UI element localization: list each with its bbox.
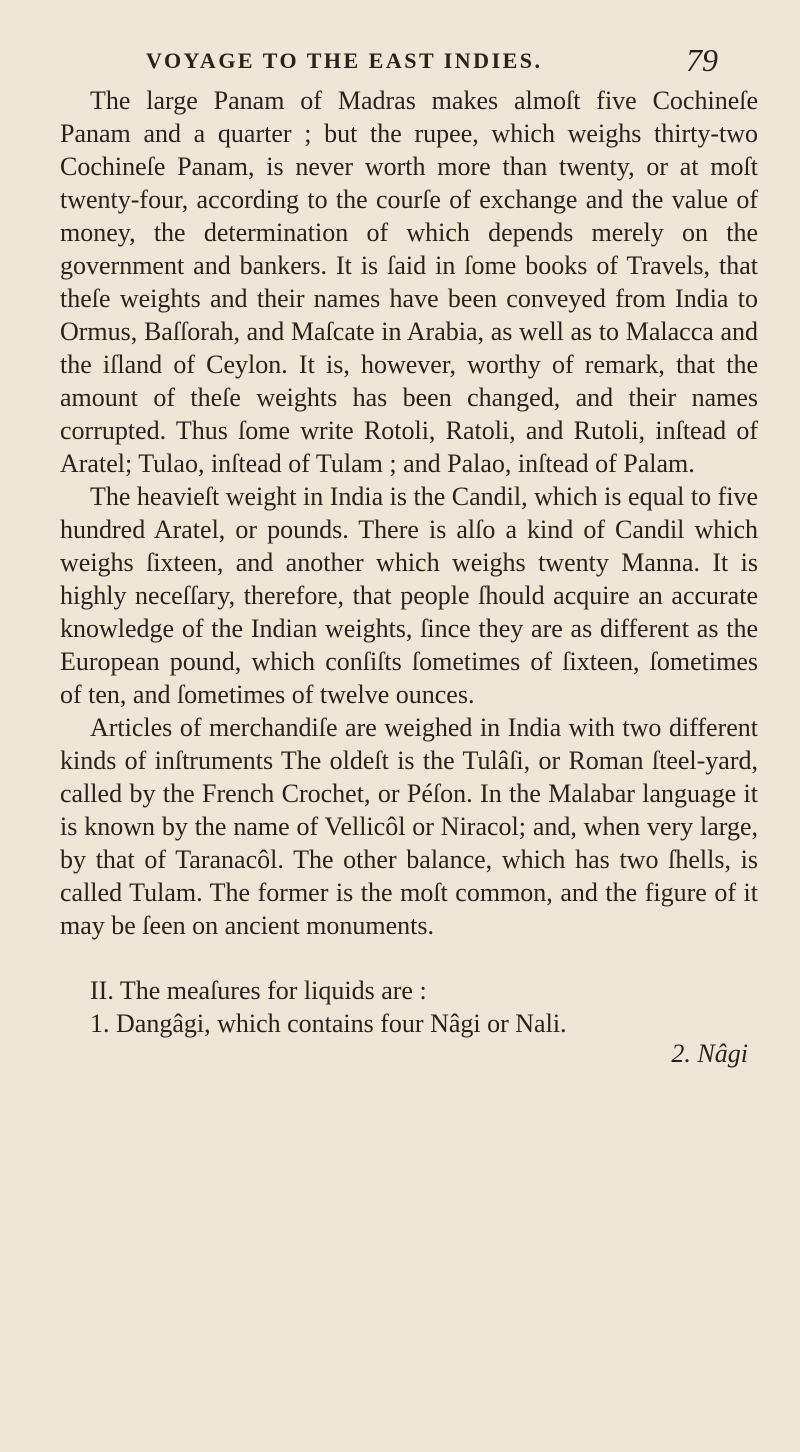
body-text [60, 84, 758, 1068]
running-title: VOYAGE TO THE EAST INDIES. [146, 48, 543, 73]
list-item-dangagi: 1. Dangâgi, which contains four Nâgi or Nali. [90, 1009, 567, 1038]
paragraph-instruments: Articles of merchandiſe are weighed in India with two different kinds of inſtruments The oldeſt is the Tulâſi, or Roman ſteel-yard, called by the French Crochet, or Péſon. In the Malabar language it is known by the name of Vellicôl or Niracol; and, when very large, by that of Taranacôl. The other balance, which has two ſhells, is called Tulam. The former is the moſt common, and the figure of it may be ſeen on ancient monuments. [60, 713, 758, 940]
running-head [60, 40, 758, 84]
catchword: 2. Nâgi [671, 1039, 748, 1068]
page-number: 79 [686, 42, 718, 78]
paragraph-weights-panam: The large Panam of Madras makes almoſt five Cochineſe Panam and a quarter ; but the rupee, which weighs thirty-two Cochineſe Panam, is never worth more than twenty, or at moſt twenty-four, according to the courſe of exchange and the value of money, the determination of which depends merely on the government and bankers. It is ſaid in ſome books of Travels, that theſe weights and their names have been conveyed from India to Ormus, Baſſorah, and Maſcate in Arabia, as well as to Malacca and the iſland of Ceylon. It is, however, worthy of remark, that the amount of theſe weights has been changed, and their names corrupted. Thus ſome write Rotoli, Ratoli, and Rutoli, inſtead of Aratel; Tulao, inſtead of Tulam ; and Palao, inſtead of Palam. [60, 86, 758, 478]
paragraph-candil: The heavieſt weight in India is the Candil, which is equal to five hundred Aratel, or pounds. There is alſo a kind of Candil which weighs ſixteen, and another which weighs twenty Manna. It is highly neceſſary, therefore, that people ſhould acquire an accurate knowledge of the Indian weights, ſince they are as different as the European pound, which conſiſts ſometimes of ſixteen, ſometimes of ten, and ſometimes of twelve ounces. [60, 482, 758, 709]
section-heading-liquids: II. The meaſures for liquids are : [90, 976, 427, 1005]
